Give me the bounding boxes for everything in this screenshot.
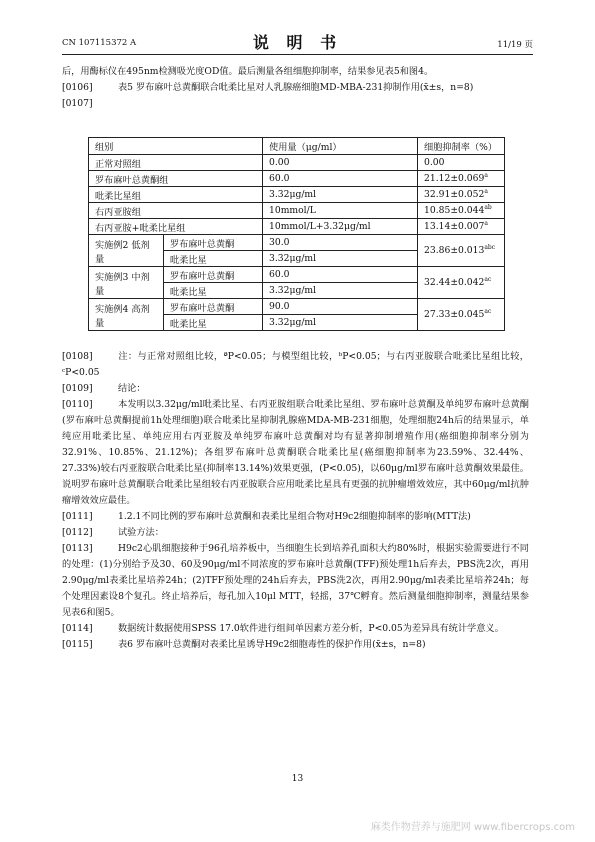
document-number: CN 107115372 A bbox=[62, 38, 137, 48]
paragraph-0107: [0107] bbox=[62, 98, 93, 109]
paragraph-0109: [0109] 结论： bbox=[62, 383, 146, 394]
page-header bbox=[62, 10, 533, 52]
paragraph-0111: [0111] 1.2.1不同比例的罗布麻叶总黄酮和表柔比星组合物对H9c2细胞抑制率的影响(MTT法) bbox=[62, 511, 471, 522]
table-row: 吡柔比星组 3.32μg/ml 32.91±0.052$^a$ bbox=[89, 187, 505, 203]
table-row: 吡柔比星 3.32μg/ml bbox=[89, 283, 505, 299]
paragraph-0106: [0106] 表5 罗布麻叶总黄酮联合吡柔比星对人乳腺癌细胞MD-MBA-231抑制作用(x̄±s，n=8) bbox=[62, 82, 474, 93]
table-row: 实施例3 中剂量 罗布麻叶总黄酮 60.0 32.44±0.042$^{ac}$ bbox=[89, 267, 505, 283]
table-row: 吡柔比星 3.32μg/ml bbox=[89, 315, 505, 331]
header-rule bbox=[62, 54, 533, 55]
watermark: 麻类作物营养与施肥网 www.fibercrops.com bbox=[370, 822, 575, 833]
paragraph-0114: [0114] 数据统计数据使用SPSS 17.0软件进行组间单因素方差分析，P<0.05为差异具有统计学意义。 bbox=[62, 623, 504, 634]
results-table bbox=[88, 137, 505, 331]
intro-paragraph: 后，用酶标仪在495nm检测吸光度OD值。最后测量各组细胞抑制率，结果参见表5和图4。 bbox=[62, 66, 434, 77]
paragraph-0108: [0108] 注：与正常对照组比较，ªP<0.05；与模型组比较，ᵇP<0.05；与右丙亚胺联合吡柔比星组比较，ᶜP<0.05 bbox=[62, 351, 529, 378]
table-header-cell: 细胞抑制率（%） bbox=[418, 138, 505, 155]
table-row: 吡柔比星 3.32μg/ml bbox=[89, 251, 505, 267]
table-header-row bbox=[89, 138, 505, 155]
paragraph-0113: [0113] H9c2心肌细胞接种于96孔培养板中，当细胞生长到培养孔面积大约80%时，根据实验需要进行不同的处理：(1)分别给予及30、60及90μg/ml不同浓度的罗布麻叶总黄酮(TFF)预处理1h后弃去，PBS洗2次，再用2.90μg/ml表柔比星培养24h；(2)TFF预处理的24h后弃去，PBS洗2次，再用2.90μg/ml表柔比星培养24h；每个处理因素设8个复孔。终止培养后，每孔加入10μl MTT，轻摇，37℃孵育。然后测量细胞抑制率，测量结果参见表6和图5。 bbox=[62, 543, 529, 618]
paragraph-0115: [0115] 表6 罗布麻叶总黄酮对表柔比星诱导H9c2细胞毒性的保护作用(x̄±s，n=8) bbox=[62, 639, 426, 650]
table-row: 右丙亚胺组 10mmol/L 10.85±0.044$^{ab}$ bbox=[89, 203, 505, 219]
page-number: 13 bbox=[291, 774, 304, 784]
intro-block bbox=[62, 64, 529, 112]
table-header-cell: 组别 bbox=[89, 138, 263, 155]
table-header-cell: 使用量（μg/ml） bbox=[263, 138, 418, 155]
paragraph-0110: [0110] 本发明以3.32μg/ml吡柔比星、右丙亚胺组联合吡柔比星组、罗布麻叶总黄酮及单纯罗布麻叶总黄酮(罗布麻叶总黄酮提前1h处理细胞)联合吡柔比星抑制乳腺癌MDA-MB-231细胞，处理细胞24h后的结果显示，单纯应用吡柔比星、单纯应用右丙亚胺及单纯罗布麻叶总黄酮对均有显著抑制增殖作用(癌细胞抑制率分别为32.91%、10.85%、21.12%)；各组罗布麻叶总黄酮联合吡柔比星(癌细胞抑制率为23.59%、32.44%、27.33%)较右丙亚胺联合吡柔比星(抑制率13.14%)效果更强，(P<0.05)，以60μg/ml罗布麻叶总黄酮效果最佳。说明罗布麻叶总黄酮联合吡柔比星组较右丙亚胺联合应用吡柔比星具有更强的抗肿瘤增效效应，其中60μg/ml抗肿瘤增效效应最佳。 bbox=[62, 399, 529, 506]
table-row: 实施例2 低剂量 罗布麻叶总黄酮 30.0 23.86±0.013$^{abc}$ bbox=[89, 235, 505, 251]
paragraph-0112: [0112] 试验方法： bbox=[62, 527, 164, 538]
body-text bbox=[62, 349, 529, 653]
table-row: 正常对照组 0.00 0.00 bbox=[89, 155, 505, 171]
document-title: 说 明 书 bbox=[252, 33, 343, 52]
table-row: 罗布麻叶总黄酮组 60.0 21.12±0.069$^a$ bbox=[89, 171, 505, 187]
table-row: 右丙亚胺+吡柔比星组 10mmol/L+3.32μg/ml 13.14±0.007$^a$ bbox=[89, 219, 505, 235]
page-info: 11/19 页 bbox=[497, 40, 533, 50]
table-row: 实施例4 高剂量 罗布麻叶总黄酮 90.0 27.33±0.045$^{ac}$ bbox=[89, 299, 505, 315]
